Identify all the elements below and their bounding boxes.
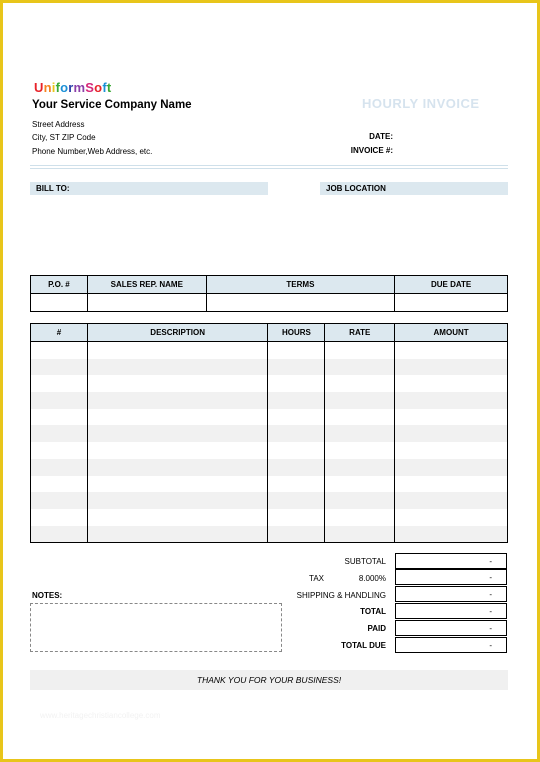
rate-cell[interactable] <box>325 375 395 392</box>
description-cell[interactable] <box>87 359 268 376</box>
hours-cell[interactable] <box>268 425 325 442</box>
job-location-field[interactable] <box>320 197 508 257</box>
description-cell[interactable] <box>87 409 268 426</box>
paid-label: PAID <box>367 624 386 633</box>
amount-cell[interactable] <box>395 526 508 543</box>
due-date-header: DUE DATE <box>395 276 508 294</box>
item-number-header: # <box>31 324 88 342</box>
amount-cell[interactable] <box>395 442 508 459</box>
subtotal-label: SUBTOTAL <box>344 557 386 566</box>
logo-letter: n <box>43 80 52 95</box>
amount-cell[interactable] <box>395 459 508 476</box>
po-table <box>30 275 508 312</box>
item-number-cell[interactable] <box>31 359 88 376</box>
paid-value[interactable]: - <box>395 620 507 636</box>
date-field[interactable] <box>397 129 507 142</box>
logo-letter: f <box>55 80 61 95</box>
thank-you-banner: THANK YOU FOR YOUR BUSINESS! <box>30 670 508 690</box>
amount-cell[interactable] <box>395 359 508 376</box>
shipping-label: SHIPPING & HANDLING <box>296 591 386 600</box>
item-number-cell[interactable] <box>31 409 88 426</box>
rate-header: RATE <box>325 324 395 342</box>
hours-header: HOURS <box>268 324 325 342</box>
subtotal-value: - <box>395 553 507 569</box>
logo-letter: U <box>34 80 44 95</box>
item-row <box>31 342 508 359</box>
item-number-cell[interactable] <box>31 442 88 459</box>
amount-cell[interactable] <box>395 342 508 359</box>
sales-rep-cell[interactable] <box>87 294 206 312</box>
total-due-label: TOTAL DUE <box>341 641 386 650</box>
hours-cell[interactable] <box>268 509 325 526</box>
item-number-cell[interactable] <box>31 425 88 442</box>
rate-cell[interactable] <box>325 442 395 459</box>
amount-cell[interactable] <box>395 375 508 392</box>
description-cell[interactable] <box>87 425 268 442</box>
watermark: www.heritagechristiancollege.com <box>40 711 161 720</box>
item-row <box>31 409 508 426</box>
tax-rate[interactable]: 8.000% <box>358 574 386 583</box>
due-date-cell[interactable] <box>395 294 508 312</box>
logo <box>34 80 111 95</box>
description-cell[interactable] <box>87 459 268 476</box>
item-number-cell[interactable] <box>31 526 88 543</box>
item-row <box>31 492 508 509</box>
hours-cell[interactable] <box>268 476 325 493</box>
rate-cell[interactable] <box>325 359 395 376</box>
logo-letter: S <box>85 80 95 95</box>
amount-cell[interactable] <box>395 492 508 509</box>
item-row <box>31 392 508 409</box>
hours-cell[interactable] <box>268 492 325 509</box>
invoice-number-field[interactable] <box>397 143 507 156</box>
hours-cell[interactable] <box>268 359 325 376</box>
job-location-label: JOB LOCATION <box>320 182 508 195</box>
item-row <box>31 359 508 376</box>
company-street: Street Address <box>32 120 85 129</box>
invoice-title: HOURLY INVOICE <box>362 96 480 111</box>
items-table <box>30 323 508 543</box>
item-number-cell[interactable] <box>31 342 88 359</box>
hours-cell[interactable] <box>268 392 325 409</box>
item-row <box>31 442 508 459</box>
rate-cell[interactable] <box>325 492 395 509</box>
hours-cell[interactable] <box>268 442 325 459</box>
description-cell[interactable] <box>87 442 268 459</box>
tax-value: - <box>395 569 507 585</box>
item-number-cell[interactable] <box>31 459 88 476</box>
terms-header: TERMS <box>206 276 395 294</box>
divider <box>30 168 508 169</box>
bill-to-field[interactable] <box>30 197 268 257</box>
item-row <box>31 526 508 543</box>
shipping-value[interactable]: - <box>395 586 507 602</box>
rate-cell[interactable] <box>325 526 395 543</box>
po-header-row <box>31 276 508 294</box>
rate-cell[interactable] <box>325 509 395 526</box>
amount-cell[interactable] <box>395 476 508 493</box>
item-row <box>31 459 508 476</box>
items-header-row <box>31 324 508 342</box>
amount-cell[interactable] <box>395 509 508 526</box>
total-value: - <box>395 603 507 619</box>
company-contact: Phone Number,Web Address, etc. <box>32 147 153 156</box>
item-number-cell[interactable] <box>31 375 88 392</box>
item-number-cell[interactable] <box>31 392 88 409</box>
bill-to-label: BILL TO: <box>30 182 268 195</box>
po-number-cell[interactable] <box>31 294 88 312</box>
logo-letter: t <box>106 80 112 95</box>
hours-cell[interactable] <box>268 526 325 543</box>
logo-letter: r <box>68 80 74 95</box>
amount-header: AMOUNT <box>395 324 508 342</box>
description-header: DESCRIPTION <box>87 324 268 342</box>
amount-cell[interactable] <box>395 409 508 426</box>
divider <box>30 165 508 166</box>
description-cell[interactable] <box>87 375 268 392</box>
notes-label: NOTES: <box>32 591 63 600</box>
item-row <box>31 375 508 392</box>
tax-label: TAX <box>309 574 324 583</box>
po-value-row <box>31 294 508 312</box>
total-label: TOTAL <box>360 607 386 616</box>
description-cell[interactable] <box>87 526 268 543</box>
terms-cell[interactable] <box>206 294 395 312</box>
sales-rep-header: SALES REP. NAME <box>87 276 206 294</box>
logo-letter: i <box>51 80 56 95</box>
po-number-header: P.O. # <box>31 276 88 294</box>
item-row <box>31 509 508 526</box>
hours-cell[interactable] <box>268 409 325 426</box>
description-cell[interactable] <box>87 509 268 526</box>
item-number-cell[interactable] <box>31 509 88 526</box>
company-city: City, ST ZIP Code <box>32 133 96 142</box>
amount-cell[interactable] <box>395 392 508 409</box>
invoice-number-label: INVOICE #: <box>350 146 393 155</box>
hours-cell[interactable] <box>268 375 325 392</box>
item-number-cell[interactable] <box>31 492 88 509</box>
notes-field[interactable] <box>30 603 282 652</box>
item-number-cell[interactable] <box>31 476 88 493</box>
logo-letter: o <box>60 80 69 95</box>
rate-cell[interactable] <box>325 392 395 409</box>
total-due-value: - <box>395 637 507 653</box>
rate-cell[interactable] <box>325 459 395 476</box>
rate-cell[interactable] <box>325 476 395 493</box>
item-row <box>31 425 508 442</box>
description-cell[interactable] <box>87 492 268 509</box>
rate-cell[interactable] <box>325 425 395 442</box>
description-cell[interactable] <box>87 476 268 493</box>
rate-cell[interactable] <box>325 409 395 426</box>
hours-cell[interactable] <box>268 342 325 359</box>
description-cell[interactable] <box>87 392 268 409</box>
item-row <box>31 476 508 493</box>
company-name: Your Service Company Name <box>32 99 192 111</box>
description-cell[interactable] <box>87 342 268 359</box>
logo-letter: m <box>73 80 86 95</box>
rate-cell[interactable] <box>325 342 395 359</box>
date-label: DATE: <box>369 132 393 141</box>
logo-letter: o <box>94 80 103 95</box>
hours-cell[interactable] <box>268 459 325 476</box>
logo-letter: f <box>102 80 107 95</box>
amount-cell[interactable] <box>395 425 508 442</box>
